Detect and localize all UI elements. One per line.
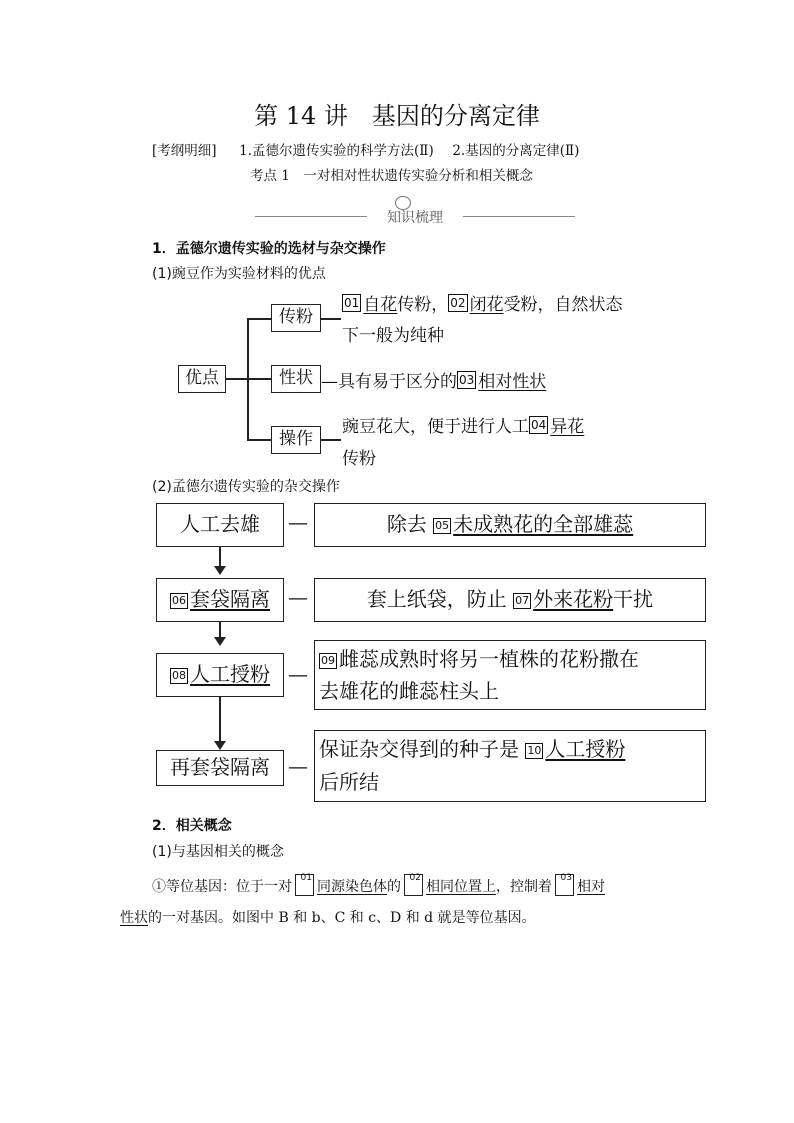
text: 传粉，: [397, 295, 449, 315]
answer: 性状: [120, 910, 148, 926]
text: 豌豆花大，便于进行人工: [342, 417, 529, 437]
blank-number: 10: [527, 744, 542, 757]
text: ，控制着: [496, 879, 552, 895]
allele-definition-line-2: [120, 907, 536, 927]
blank-number: 03: [459, 373, 475, 387]
flow-step-1-desc: [314, 503, 706, 547]
mindmap-b1-line2: 下一般为纯种: [342, 326, 444, 346]
blank-box: [555, 874, 574, 896]
syllabus-label: [考纲明细]: [152, 143, 217, 159]
blank-number: 03: [560, 873, 572, 883]
text: 的: [387, 879, 401, 895]
blank-number: 06: [172, 594, 186, 607]
blank-number: 09: [321, 654, 335, 667]
answer: 套袋隔离: [190, 587, 270, 611]
section-banner: [255, 196, 575, 228]
arrow-down-icon: [214, 637, 226, 646]
answer: 相对: [577, 879, 605, 895]
text: 干扰: [613, 587, 654, 611]
section-banner-label: 知识梳理: [387, 210, 443, 226]
section-1-heading: 1．孟德尔遗传实验的选材与杂交操作: [152, 241, 386, 257]
answer: 外来花粉: [533, 587, 614, 611]
text: 去雄花的雌蕊柱头上: [319, 679, 499, 703]
mindmap-b2-line: [321, 367, 546, 392]
flow-step-2-label: [156, 578, 284, 622]
blank-box: [404, 874, 423, 896]
text: 后所结: [319, 770, 379, 794]
page-title: 第 14 讲 基因的分离定律: [254, 102, 540, 130]
section-2-heading: 2．相关概念: [152, 818, 232, 834]
mindmap-branch-pollination: 传粉: [271, 304, 321, 332]
syllabus-item-1: 1.孟德尔遗传实验的科学方法(Ⅱ): [239, 143, 434, 159]
answer: 自花: [363, 295, 398, 315]
blank-number: 04: [531, 418, 547, 432]
exam-point: 考点 1 一对相对性状遗传实验分析和相关概念: [250, 168, 533, 184]
answer: 异花: [550, 417, 585, 437]
answer: 闭花: [469, 295, 504, 315]
text: 受粉，自然状态: [503, 295, 623, 315]
syllabus-item-2: 2.基因的分离定律(Ⅱ): [452, 143, 580, 159]
mindmap-branch-operation: 操作: [271, 426, 321, 454]
text: 保证杂交得到的种子是: [319, 737, 519, 761]
text: ①等位基因：位于一对: [152, 879, 292, 895]
flow-step-3-desc: [314, 640, 706, 710]
section-1-sub-1: (1)豌豆作为实验材料的优点: [152, 266, 326, 282]
answer: 同源染色体: [317, 879, 387, 895]
arrow-down-icon: [214, 566, 226, 575]
blank-number: 08: [172, 669, 186, 682]
blank-number: 07: [515, 594, 530, 607]
blank-number: 01: [344, 296, 360, 310]
text: 的一对基因。如图中 B 和 b、C 和 c、D 和 d 就是等位基因。: [148, 910, 536, 926]
arrow-down-icon: [214, 741, 226, 750]
syllabus-line: [152, 139, 579, 159]
flow-step-2-desc: [314, 578, 706, 622]
mindmap-b1-line1: [342, 290, 623, 315]
answer: 人工授粉: [190, 662, 270, 686]
mindmap-branch-trait: 性状: [271, 365, 321, 393]
answer: 未成熟花的全部雄蕊: [453, 512, 634, 536]
blank-number: 01: [300, 873, 312, 883]
blank-number: 02: [450, 296, 466, 310]
flow-step-3-label: [156, 653, 284, 697]
blank-box: [295, 874, 314, 896]
mindmap-b3-line1: [342, 412, 584, 437]
mindmap-root: 优点: [178, 365, 226, 393]
answer: 人工授粉: [545, 737, 626, 761]
section-2-sub-1: (1)与基因相关的概念: [152, 844, 284, 860]
mindmap-b3-line2: 传粉: [342, 449, 376, 469]
text: 套上纸袋，防止: [366, 587, 507, 611]
flow-step-1-label: 人工去雄: [156, 503, 284, 547]
section-1-sub-2: (2)孟德尔遗传实验的杂交操作: [152, 479, 340, 495]
flow-step-4-desc: [314, 730, 706, 802]
flow-step-4-label: 再套袋隔离: [156, 750, 284, 786]
blank-number: 05: [435, 519, 450, 532]
answer: 相同位置上: [426, 879, 496, 895]
blank-number: 02: [409, 873, 421, 883]
answer: 相对性状: [478, 372, 547, 392]
text: 雌蕊成熟时将另一植株的花粉撒在: [339, 647, 639, 671]
text: —具有易于区分的: [321, 372, 457, 392]
text: 除去: [386, 512, 427, 536]
allele-definition-line-1: [152, 874, 605, 896]
